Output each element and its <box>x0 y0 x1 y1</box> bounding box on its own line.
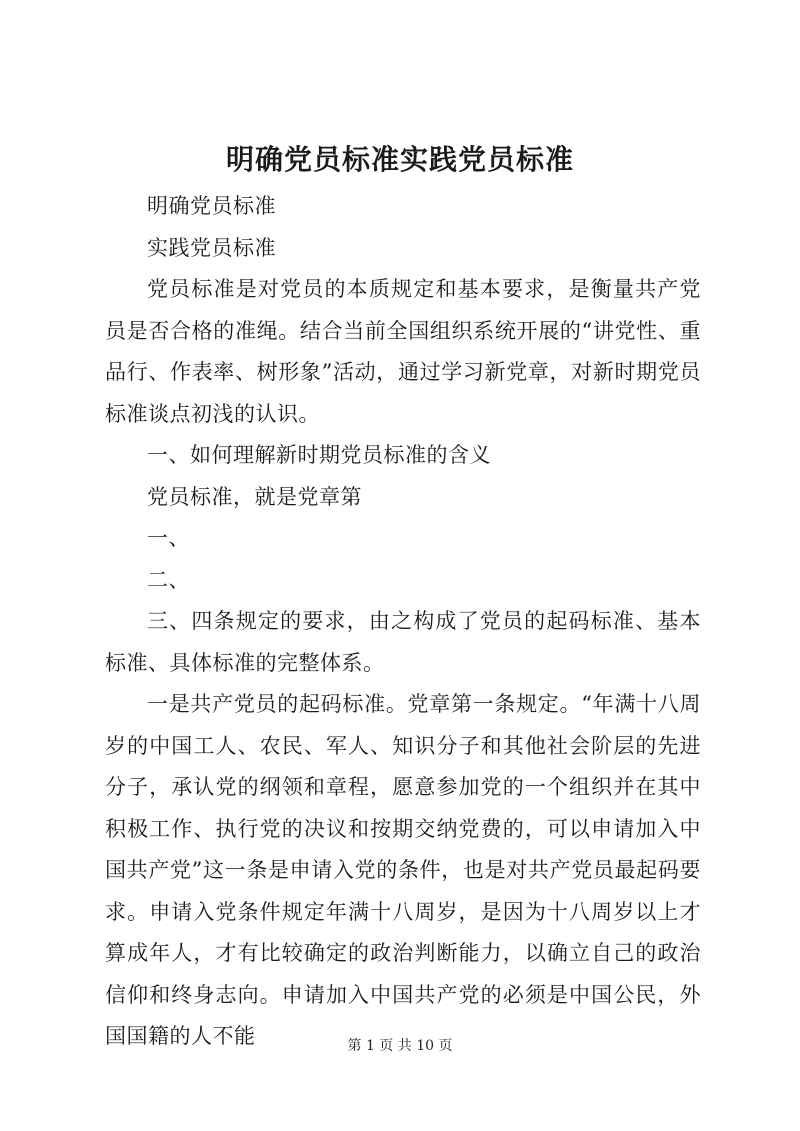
document-body <box>105 186 701 1058</box>
paragraph-item-2: 二、 <box>147 567 190 592</box>
paragraph-subtitle-2: 实践党员标准 <box>147 235 276 260</box>
paragraph-item-3: 三、四条规定的要求，由之构成了党员的起码标准、基本标准、具体标准的完整体系。 <box>105 609 701 675</box>
paragraph-basic-standard: 一是共产党员的起码标准。党章第一条规定。“年满十八周岁的中国工人、农民、军人、知识分子和其他社会阶层的先进分子，承认党的纲领和章程，愿意参加党的一个组织并在其中积极工作、执行党的决议和按期交纳党费的，可以申请加入中国共产党”这一条是申请入党的条件，也是对共产党员最起码要求。申请入党条件规定年满十八周岁，是因为十八周岁以上才算成年人，才有比较确定的政治判断能力，以确立自己的政治信仰和终身志向。申请加入中国共产党的必须是中国公民，外国国籍的人不能 <box>105 692 701 1048</box>
section-heading-1: 一、如何理解新时期党员标准的含义 <box>147 443 491 467</box>
paragraph-intro: 党员标准是对党员的本质规定和基本要求，是衡量共产党员是否合格的准绳。结合当前全国组织系统开展的“讲党性、重品行、作表率、树形象”活动，通过学习新党章，对新时期党员标准谈点初浅的认识。 <box>105 277 701 426</box>
paragraph-subtitle-1: 明确党员标准 <box>147 194 276 218</box>
page-footer: 第 1 页 共 10 页 <box>347 1038 453 1054</box>
paragraph-standard-def: 党员标准，就是党章第 <box>147 484 362 509</box>
paragraph-item-1: 一、 <box>147 526 190 550</box>
document-title: 明确党员标准实践党员标准 <box>225 143 574 176</box>
